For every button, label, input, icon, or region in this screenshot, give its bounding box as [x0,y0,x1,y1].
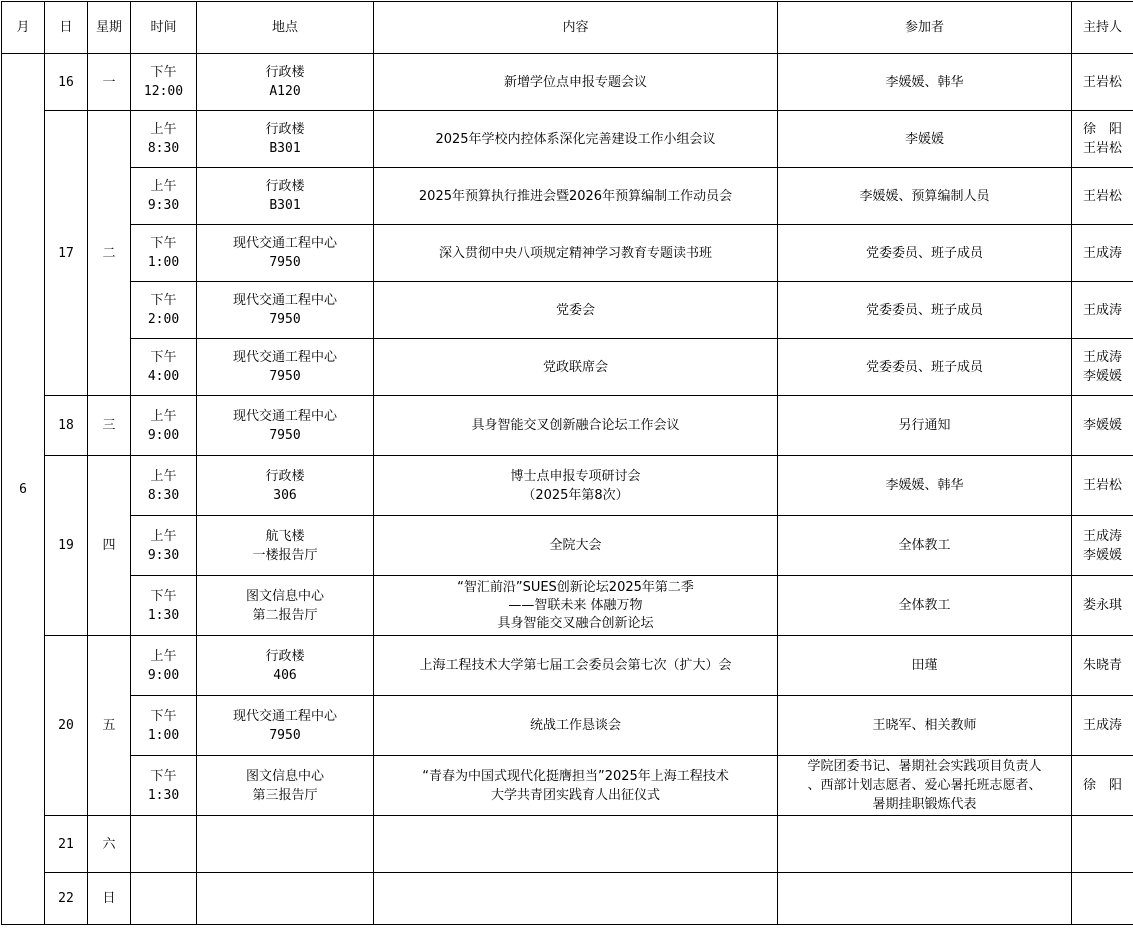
content-line: 具身智能交叉融合创新论坛 [376,615,775,633]
day-cell: 20 [45,636,88,816]
location-building: 行政楼 [199,647,371,666]
month-cell: 6 [2,54,45,925]
attendees-cell [778,516,1072,576]
location-cell [197,696,374,756]
host-cell [1072,396,1133,456]
location-building: 行政楼 [199,63,371,82]
host-cell [1072,636,1133,696]
table-row [2,339,1133,396]
weekday-cell: 五 [88,636,131,816]
schedule-body [2,54,1133,925]
content-cell [374,636,778,696]
host-cell [1072,168,1133,225]
attendees-cell [778,282,1072,339]
location-cell [197,225,374,282]
attendees-line: 李媛媛、韩华 [780,476,1069,495]
content-cell [374,516,778,576]
table-row [2,576,1133,636]
content-cell [374,696,778,756]
time-cell [131,54,197,111]
attendees-line: 暑期挂职锻炼代表 [780,795,1069,814]
location-room: 7950 [199,367,371,386]
location-building: 行政楼 [199,177,371,196]
time-cell [131,111,197,168]
time-ampm: 上午 [133,177,194,196]
day-cell: 17 [45,111,88,396]
content-line: 大学共青团实践育人出征仪式 [376,786,775,805]
weekday-cell: 二 [88,111,131,396]
host-name: 王岩松 [1074,139,1131,158]
header-attendees: 参加者 [778,2,1072,54]
location-cell [197,816,374,873]
content-line: 2025年预算执行推进会暨2026年预算编制工作动员会 [376,187,775,206]
location-building: 现代交通工程中心 [199,291,371,310]
attendees-line: 李媛媛、预算编制人员 [780,187,1069,206]
weekday-cell: 三 [88,396,131,456]
host-name: 李媛媛 [1074,367,1131,386]
location-building: 现代交通工程中心 [199,407,371,426]
attendees-cell [778,396,1072,456]
time-value: 1:30 [133,786,194,805]
attendees-cell [778,54,1072,111]
location-room: 一楼报告厅 [199,546,371,565]
host-cell [1072,873,1133,925]
table-row [2,456,1133,516]
host-cell [1072,339,1133,396]
location-cell [197,576,374,636]
content-cell [374,456,778,516]
host-name: 朱晓青 [1074,656,1131,675]
host-name: 王岩松 [1074,476,1131,495]
location-building: 现代交通工程中心 [199,234,371,253]
host-cell [1072,54,1133,111]
location-room: 7950 [199,253,371,272]
content-line: 全院大会 [376,536,775,555]
location-building: 图文信息中心 [199,767,371,786]
location-room: 406 [199,666,371,685]
location-cell [197,111,374,168]
weekday-cell: 日 [88,873,131,925]
location-cell [197,396,374,456]
time-value: 9:00 [133,426,194,445]
location-cell [197,873,374,925]
weekday-cell: 四 [88,456,131,636]
table-row [2,111,1133,168]
location-room: A120 [199,82,371,101]
content-cell [374,816,778,873]
content-line: “青春为中国式现代化挺膺担当”2025年上海工程技术 [376,767,775,786]
host-cell [1072,696,1133,756]
host-name: 李媛媛 [1074,546,1131,565]
time-ampm: 上午 [133,120,194,139]
time-cell [131,636,197,696]
table-row [2,816,1133,873]
content-cell [374,396,778,456]
location-building: 现代交通工程中心 [199,348,371,367]
content-cell [374,576,778,636]
location-building: 行政楼 [199,467,371,486]
time-value: 1:00 [133,253,194,272]
time-ampm: 下午 [133,587,194,606]
attendees-line: 党委委员、班子成员 [780,244,1069,263]
attendees-cell [778,456,1072,516]
attendees-line: 、西部计划志愿者、爱心暑托班志愿者、 [780,776,1069,795]
time-value: 8:30 [133,139,194,158]
time-ampm: 下午 [133,234,194,253]
content-line: 博士点申报专项研讨会 [376,467,775,486]
location-cell [197,516,374,576]
time-ampm: 上午 [133,467,194,486]
content-cell [374,873,778,925]
time-ampm: 下午 [133,291,194,310]
attendees-line: 王晓军、相关教师 [780,716,1069,735]
time-cell [131,456,197,516]
location-building: 现代交通工程中心 [199,707,371,726]
content-cell [374,168,778,225]
content-line: ——智联未来 体融万物 [376,597,775,615]
attendees-cell [778,873,1072,925]
attendees-line: 另行通知 [780,416,1069,435]
time-cell [131,816,197,873]
time-ampm: 上午 [133,647,194,666]
content-line: 统战工作恳谈会 [376,716,775,735]
host-name: 王岩松 [1074,187,1131,206]
attendees-cell [778,225,1072,282]
schedule-table [1,1,1133,925]
header-time: 时间 [131,2,197,54]
location-room: 7950 [199,310,371,329]
location-cell [197,168,374,225]
time-cell [131,396,197,456]
header-day: 日 [45,2,88,54]
attendees-cell [778,636,1072,696]
host-name: 王成涛 [1074,244,1131,263]
attendees-line: 全体教工 [780,536,1069,555]
attendees-line: 全体教工 [780,596,1069,615]
time-value: 2:00 [133,310,194,329]
time-ampm: 下午 [133,767,194,786]
attendees-cell [778,111,1072,168]
content-line: 上海工程技术大学第七届工会委员会第七次（扩大）会 [376,656,775,675]
attendees-line: 李媛媛 [780,130,1069,149]
time-ampm: 下午 [133,63,194,82]
table-row [2,873,1133,925]
attendees-cell [778,168,1072,225]
location-room: 7950 [199,426,371,445]
time-ampm: 下午 [133,707,194,726]
table-row [2,54,1133,111]
host-cell [1072,576,1133,636]
table-row [2,225,1133,282]
header-content: 内容 [374,2,778,54]
attendees-cell [778,756,1072,816]
content-line: 党委会 [376,301,775,320]
content-cell [374,339,778,396]
host-name: 王岩松 [1074,73,1131,92]
location-cell [197,756,374,816]
content-cell [374,225,778,282]
time-value: 8:30 [133,486,194,505]
time-ampm: 下午 [133,348,194,367]
host-cell [1072,516,1133,576]
header-location: 地点 [197,2,374,54]
attendees-line: 李媛媛、韩华 [780,73,1069,92]
content-line: （2025年第8次） [376,486,775,505]
location-room: B301 [199,139,371,158]
time-value: 9:30 [133,196,194,215]
time-cell [131,873,197,925]
table-row [2,282,1133,339]
table-row [2,696,1133,756]
location-room: 第二报告厅 [199,606,371,625]
content-line: 2025年学校内控体系深化完善建设工作小组会议 [376,130,775,149]
host-name: 李媛媛 [1074,416,1131,435]
host-cell [1072,111,1133,168]
weekday-cell: 六 [88,816,131,873]
host-name: 王成涛 [1074,348,1131,367]
time-value: 9:00 [133,666,194,685]
attendees-cell [778,696,1072,756]
time-cell [131,282,197,339]
table-row [2,396,1133,456]
location-building: 航飞楼 [199,527,371,546]
time-cell [131,516,197,576]
host-name: 娄永琪 [1074,596,1131,615]
attendees-cell [778,576,1072,636]
attendees-cell [778,816,1072,873]
day-cell: 21 [45,816,88,873]
location-cell [197,54,374,111]
weekday-cell: 一 [88,54,131,111]
host-cell [1072,282,1133,339]
time-value: 12:00 [133,82,194,101]
location-room: 306 [199,486,371,505]
content-line: 深入贯彻中央八项规定精神学习教育专题读书班 [376,244,775,263]
host-name: 徐 阳 [1074,120,1131,139]
time-value: 9:30 [133,546,194,565]
location-building: 行政楼 [199,120,371,139]
day-cell: 16 [45,54,88,111]
content-line: “智汇前沿”SUES创新论坛2025年第二季 [376,579,775,597]
host-name: 王成涛 [1074,716,1131,735]
location-cell [197,339,374,396]
time-ampm: 上午 [133,407,194,426]
day-cell: 22 [45,873,88,925]
header-weekday: 星期 [88,2,131,54]
location-building: 图文信息中心 [199,587,371,606]
content-cell [374,54,778,111]
time-cell [131,696,197,756]
time-cell [131,576,197,636]
location-cell [197,456,374,516]
location-room: 7950 [199,726,371,745]
table-row [2,636,1133,696]
location-cell [197,282,374,339]
attendees-line: 学院团委书记、暑期社会实践项目负责人 [780,757,1069,776]
location-room: 第三报告厅 [199,786,371,805]
host-name: 徐 阳 [1074,776,1131,795]
attendees-line: 党委委员、班子成员 [780,301,1069,320]
content-cell [374,756,778,816]
header-month: 月 [2,2,45,54]
header-host: 主持人 [1072,2,1133,54]
content-line: 具身智能交叉创新融合论坛工作会议 [376,416,775,435]
time-ampm: 上午 [133,527,194,546]
time-cell [131,756,197,816]
content-cell [374,282,778,339]
time-value: 1:00 [133,726,194,745]
content-line: 党政联席会 [376,358,775,377]
location-cell [197,636,374,696]
location-room: B301 [199,196,371,215]
day-cell: 18 [45,396,88,456]
host-name: 王成涛 [1074,527,1131,546]
host-cell [1072,225,1133,282]
time-value: 1:30 [133,606,194,625]
time-value: 4:00 [133,367,194,386]
host-cell [1072,816,1133,873]
attendees-cell [778,339,1072,396]
table-row [2,516,1133,576]
header-row [2,2,1133,54]
attendees-line: 党委委员、班子成员 [780,358,1069,377]
host-cell [1072,756,1133,816]
table-row [2,168,1133,225]
time-cell [131,168,197,225]
time-cell [131,339,197,396]
content-cell [374,111,778,168]
host-cell [1072,456,1133,516]
host-name: 王成涛 [1074,301,1131,320]
day-cell: 19 [45,456,88,636]
time-cell [131,225,197,282]
table-row [2,756,1133,816]
content-line: 新增学位点申报专题会议 [376,73,775,92]
attendees-line: 田瑾 [780,656,1069,675]
